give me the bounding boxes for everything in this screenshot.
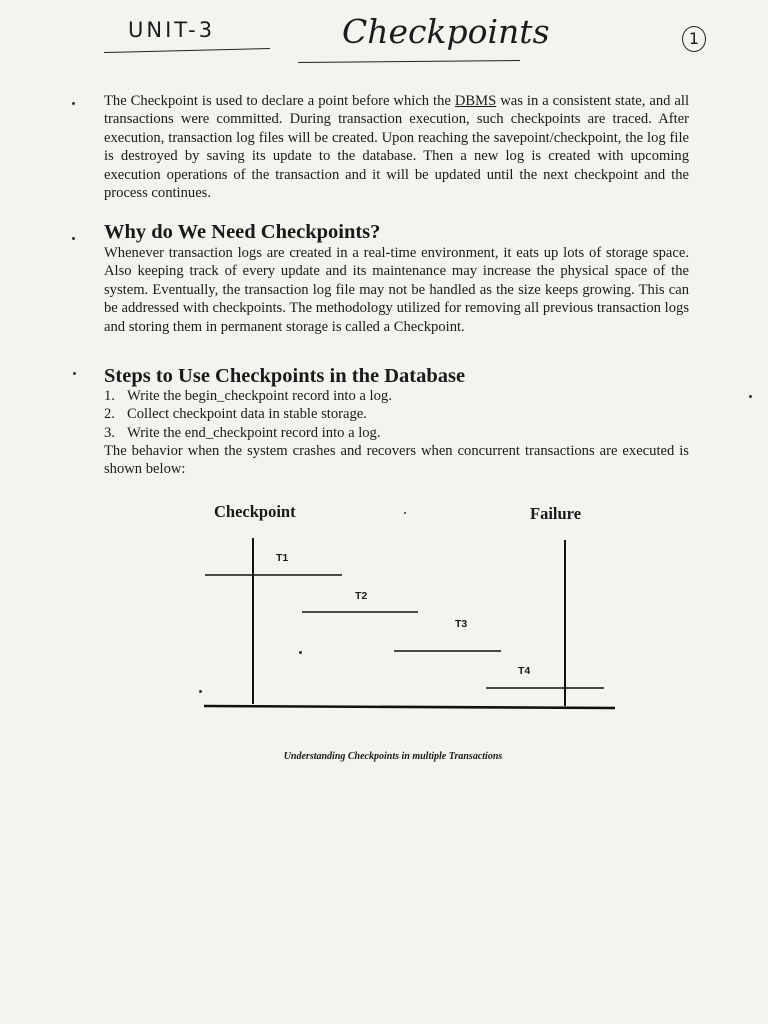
intro-text-start: The Checkpoint is used to declare a point before which the xyxy=(104,93,455,109)
behavior-paragraph: The behavior when the system crashes and recovers when concurrent transactions are executed is shown below: xyxy=(104,443,689,478)
list-item xyxy=(104,405,689,423)
paper-speck xyxy=(199,690,202,693)
step-number: 2. xyxy=(104,406,115,423)
paper-speck xyxy=(73,372,76,375)
page-title: Checkpoints xyxy=(342,12,550,51)
step-number: 1. xyxy=(104,388,115,404)
unit-label: UNIT-3 xyxy=(128,18,216,42)
paper-speck xyxy=(72,102,75,105)
time-axis xyxy=(204,706,615,708)
step-text: Write the begin_checkpoint record into a log. xyxy=(127,388,392,404)
why-heading: Why do We Need Checkpoints? xyxy=(104,221,381,243)
diagram-caption: Understanding Checkpoints in multiple Transactions xyxy=(283,751,503,762)
step-text: Write the end_checkpoint record into a log. xyxy=(127,424,381,441)
paper-speck xyxy=(72,237,75,240)
transaction-label-t2: T2 xyxy=(355,590,368,602)
page-number: 1 xyxy=(682,26,706,52)
transaction-label-t1: T1 xyxy=(276,552,289,564)
dbms-link[interactable]: DBMS xyxy=(454,93,497,109)
step-number: 3. xyxy=(104,424,115,441)
intro-text-end: was in a consistent state, and all transactions were committed. During transaction execution, such checkpoints are traced. After execution, transaction log files will be created. Upon reaching the savepoint/checkpoint, the log file is destroyed by saving its update to the database. Then a new log is created with upcoming execution operations of the transaction and it will be updated until the next checkpoint and the process continues. xyxy=(104,93,689,202)
title-underline xyxy=(298,60,520,63)
list-item xyxy=(104,387,689,405)
unit-underline xyxy=(104,48,270,53)
failure-label: Failure xyxy=(530,504,582,523)
why-paragraph: Whenever transaction logs are created in a real-time environment, it eats up lots of storage space. Also keeping track of every update and its maintenance may increase the physical space of the system. Eventually, the transaction log file may not be handled as the size keeps growing. This can be addressed with checkpoints. The methodology utilized for removing all previous transaction logs and storing them in permanent storage is called a Checkpoint. xyxy=(104,245,689,335)
checkpoint-diagram xyxy=(0,490,768,750)
transaction-label-t4: T4 xyxy=(518,665,531,677)
paper-speck xyxy=(299,651,302,654)
list-item xyxy=(104,424,689,442)
paper-speck xyxy=(404,512,406,514)
intro-paragraph xyxy=(104,92,689,202)
paper-speck xyxy=(749,395,752,398)
step-text: Collect checkpoint data in stable storage. xyxy=(127,406,367,423)
checkpoint-label: Checkpoint xyxy=(214,502,296,521)
steps-heading: Steps to Use Checkpoints in the Database xyxy=(104,365,466,387)
transaction-label-t3: T3 xyxy=(455,618,468,630)
steps-list xyxy=(104,387,689,442)
